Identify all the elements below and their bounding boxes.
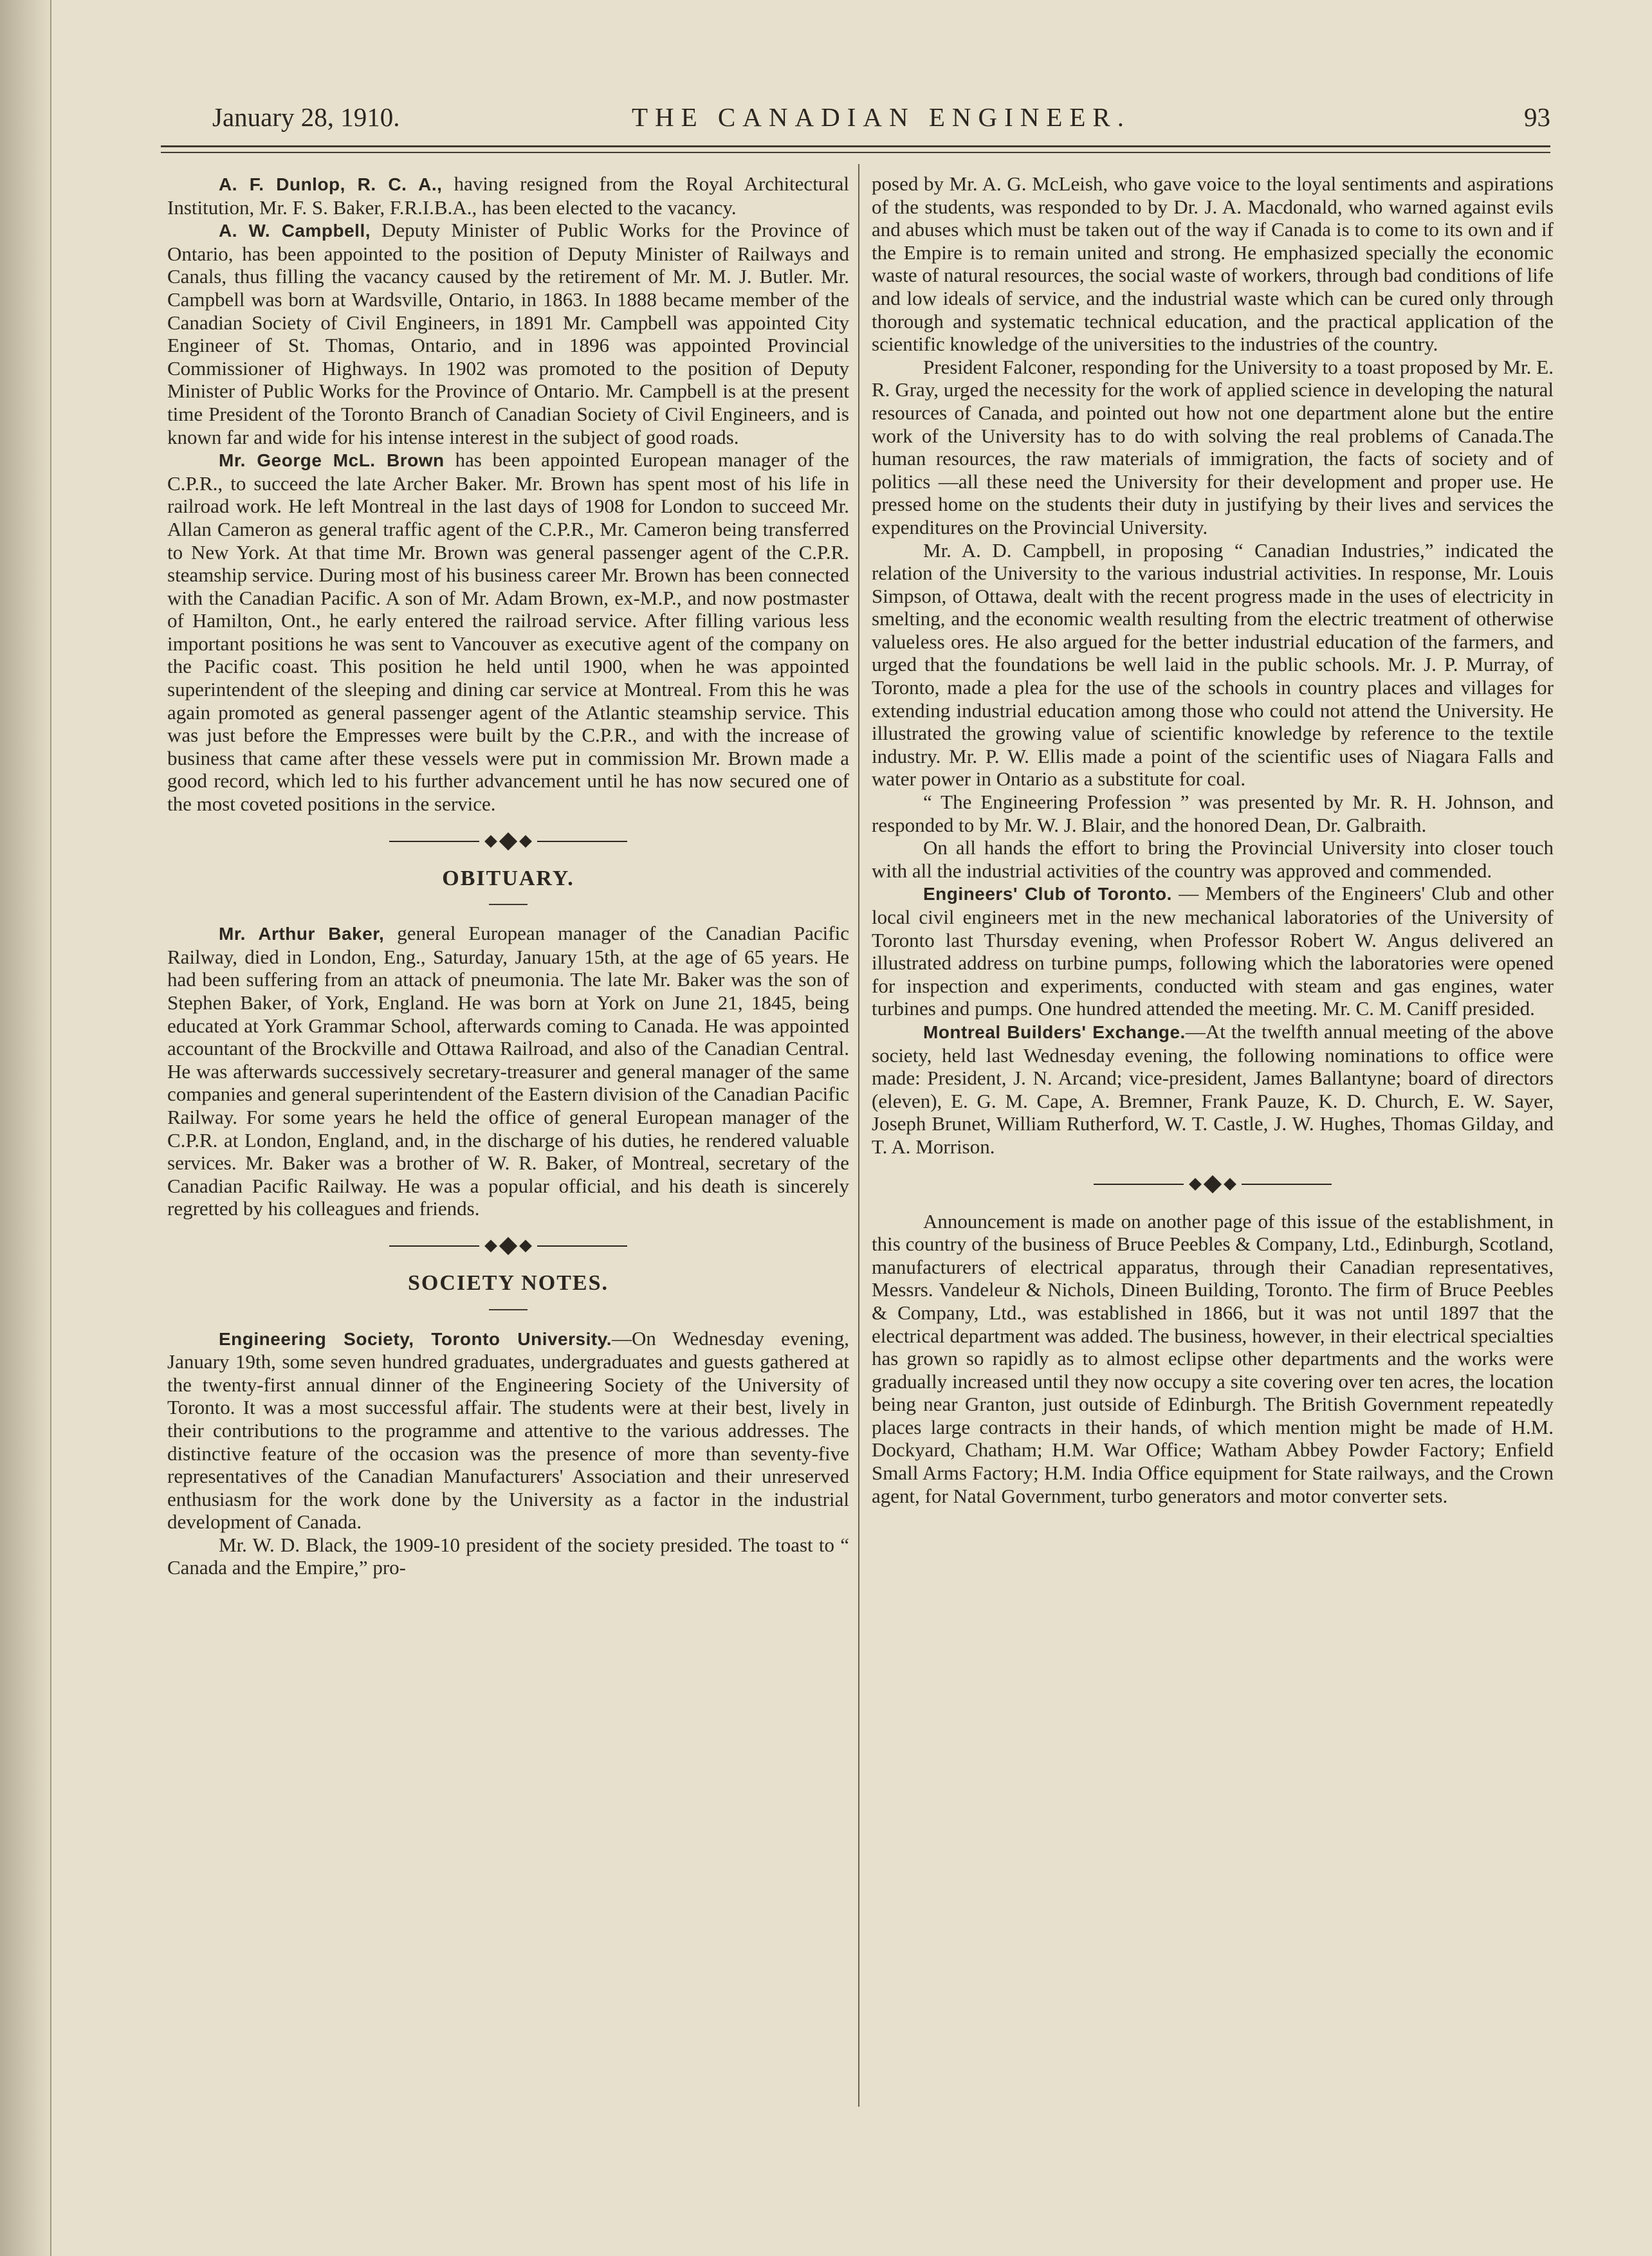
heading-rule — [489, 1309, 528, 1310]
issue-date: January 28, 1910. — [212, 102, 400, 132]
paragraph-heading: Engineers' Club of Toronto. — [923, 884, 1172, 904]
binding-line — [50, 0, 51, 2256]
paragraph-text: Deputy Minister of Public Works for the Province of Ontario, has been appointed to the position of Deputy Minister of Railways and Canals, thus filling the vacancy caused by the retirement of Mr. M. J. Butler. Mr. Campbell was born at Wardsville, Ontario, in 1863. In 1888 became member of the Canadian Society of Civil Engineers, in 1891 Mr. Campbell was appointed City Engineer of St. Thomas, Ontario, and in 1896 was appointed Provincial Commissioner of Highways. In 1902 was promoted to the position of Deputy Minister of Public Works for the Province of Ontario. Mr. Campbell is at the present time President of the Toronto Branch of Canadian Society of Civil Engineers, and is known far and wide for his intense interest in the subject of good roads. — [167, 219, 850, 448]
society-note-engineering-society — [167, 1327, 849, 1534]
header-rule-thin — [161, 152, 1550, 153]
running-head — [212, 102, 1550, 140]
paragraph-text: general European manager of the Canadian Pacific Railway, died in London, Eng., Saturday, January 15th, at the age of 65 years. He had been suffering from an attack of pneumonia. The late Mr. Baker was the son of Stephen Baker, of York, England. He was born at York on June 21, 1845, being educated at York Grammar School, afterwards coming to Canada. He was appointed accountant of the Brockville and Ottawa Railroad, and also of the Canadian Central. He was afterwards successively secretary-treasurer and general manager of the same companies and general superintendent of the Eastern division of the Canadian Pacific Railway. For some years he held the office of general European manager of the C.P.R. at London, England, and, in the discharge of his duties, he rendered valuable services. Mr. Baker was a brother of W. R. Baker, of Montreal, secretary of the Canadian Pacific Railway. He was a popular official, and his death is sincerely regretted by his colleagues and friends. — [167, 922, 849, 1220]
page-number: 93 — [1524, 102, 1550, 132]
paragraph-heading: Mr. George McL. Brown — [219, 450, 445, 471]
announcement-bruce-peebles: Announcement is made on another page of this issue of the establishment, in this country of the business of Bruce Peebles & Company, Ltd., Edinburgh, Scotland, manufacturers of electrical apparatus, through their Canadian representatives, Messrs. Vandeleur & Nichols, Dineen Building, Toronto. The firm of Bruce Peebles & Company, Ltd., was established in 1866, but it was not until 1897 that the electrical department was added. The business, however, in their electrical specialties has grown so rapidly as to almost eclipse other departments and the works were gradually increased until they now occupy a site covering over ten acres, the location being near Granton, just outside of Edinburgh. The British Government repeatedly places large contracts in their hands, of which mention might be made of H.M. Dockyard, Chatham; H.M. War Office; Watham Abbey Powder Factory; Enfield Small Arms Factory; H.M. India Office equipment for State railways, and the Crown agent, for Natal Government, turbo generators and motor converter sets. — [872, 1209, 1554, 1507]
paragraph-heading: A. F. Dunlop, R. C. A., — [219, 174, 443, 194]
society-notes-heading: SOCIETY NOTES. — [407, 1270, 609, 1295]
personal-note-dunlop — [167, 172, 849, 219]
paragraph-text: — Members of the Engineers' Club and other local civil engineers met in the new mechanical laboratories of the University of Toronto last Thursday evening, when Professor Robert W. Angus delivered an illustrated address on turbine pumps, following which the laboratories were opened for inspection and experiments, conducted with steam and gas engines, water turbines and pumps. One hundred attended the meeting. Mr. C. M. Caniff presided. — [872, 882, 1554, 1020]
continued-paragraph: posed by Mr. A. G. McLeish, who gave voice to the loyal sentiments and aspirations of the students, was responded to by Dr. J. A. Macdonald, who warned against evils and abuses which must be taken out of the way if Canada is to come to its own and if the Empire is to remain united and strong. He emphasized specially the economic waste of natural resources, the social waste of workers, through bad conditions of life and low ideals of service, and the industrial waste which can be cured only through thorough and systematic technical education, and the practical application of the scientific knowledge of the universities to the industries of the country. — [872, 172, 1554, 356]
left-column — [167, 172, 849, 1579]
magazine-page — [161, 0, 1554, 2256]
paragraph-falconer: President Falconer, responding for the University to a toast proposed by Mr. E. R. Gray, urged the necessity for the work of applied science in developing the natural resources of Canada, and pointed out how not one department alone but the entire work of the University has to do with solving the real problems of Canada.The human resources, the raw materials of immigration, the facts of society and of politics —all these need the University for their development and proper use. He pressed home on the students their duty in justifying by their lives and services the expenditures on the Provincial University. — [872, 355, 1554, 538]
paragraph-heading: Engineering Society, Toronto University. — [219, 1328, 612, 1349]
section-ornament — [167, 835, 849, 848]
paragraph-text: has been appointed European manager of the C.P.R., to succeed the late Archer Baker. Mr. Brown has spent most of his life in railroad work. He left Montreal in the last days of 1908 for London to succeed Mr. Allan Cameron as general traffic agent of the C.P.R., Mr. Cameron being transferred to New York. At that time Mr. Brown was general passenger agent of the C.P.R. steamship service. During most of his business career Mr. Brown has been connected with the Canadian Pacific. A son of Mr. Adam Brown, ex-M.P., and now postmaster of Hamilton, Ont., he early entered the railroad service. After filling various less important positions he was sent to Vancouver as executive agent of the company on the Pacific coast. This position he held until 1900, when he was appointed superintendent of the sleeping and dining car service at Montreal. From this he was again promoted as general passenger agent of the Atlantic steamship service. This was just before the Empresses were built by the C.P.R., and with the increase of business that came after these vessels were put in commission Mr. Brown made a good record, which led to his further advancement until he has now secured one of the most coveted positions in the service. — [167, 448, 850, 816]
header-rule — [161, 145, 1550, 147]
page-binding-edge — [0, 0, 50, 2256]
paragraph-heading: Montreal Builders' Exchange. — [923, 1022, 1186, 1042]
column-divider — [858, 164, 859, 2107]
section-ornament — [872, 1178, 1554, 1191]
society-note-engineers-club — [872, 882, 1554, 1020]
paragraph-text: —At the twelfth annual meeting of the above society, held last Wednesday evening, the following nominations to office were made: President, J. N. Arcand; vice-president, James Ballantyne; board of directors (eleven), E. G. M. Cape, A. Bremner, Frank Pauze, K. D. Church, E. W. Sayer, Joseph Brunet, William Rutherford, W. T. Castle, J. W. Hughes, Thomas Gilday, and T. A. Morrison. — [872, 1020, 1554, 1158]
paragraph-industries: Mr. A. D. Campbell, in proposing “ Canadian Industries,” indicated the relation of the University to the various industrial activities. In response, Mr. Louis Simpson, of Ottawa, dealt with the recent progress made in the uses of electricity in smelting, and the economic wealth resulting from the electric treatment of otherwise valueless ores. He also argued for the better industrial education of the farmers, and urged that the foundations be well laid in the public schools. Mr. J. P. Murray, of Toronto, made a plea for the use of the schools in country places and villages for extending industrial education among those who could not attend the University. He illustrated the growing value of scientific knowledge by reference to the textile industry. Mr. P. W. Ellis made a point of the scientific uses of Niagara Falls and water power in Ontario as a substitute for coal. — [872, 538, 1554, 791]
obituary-baker — [167, 922, 849, 1220]
paragraph-heading: A. W. Campbell, — [219, 221, 371, 241]
society-note-builders-exchange — [872, 1020, 1554, 1159]
paragraph-text: having resigned from the Royal Architectural Institution, Mr. F. S. Baker, F.R.I.B.A., has been elected to the vacancy. — [167, 172, 850, 219]
obituary-heading: OBITUARY. — [442, 866, 574, 890]
paragraph-text: —On Wednesday evening, January 19th, some seven hundred graduates, undergraduates and guests gathered at the twenty-first annual dinner of the Engineering Society of the University of Toronto. It was a most successful affair. The students were at their best, lively in their contributions to the programme and attentive to the various addresses. The distinctive feature of the occasion was the presence of more than seventy-five representatives of the Canadian Manufacturers' Association and their unreserved enthusiasm for the work done by the University as a factor in the industrial development of Canada. — [167, 1326, 850, 1534]
paragraph-profession-toast: “ The Engineering Profession ” was presented by Mr. R. H. Johnson, and responded to by Mr. W. J. Blair, and the honored Dean, Dr. Galbraith. — [872, 791, 1554, 836]
society-note-black: Mr. W. D. Black, the 1909-10 president of the society presided. The toast to “ Canada and the Empire,” pro- — [167, 1533, 849, 1579]
paragraph-closing: On all hands the effort to bring the Provincial University into closer touch with all the industrial activities of the country was approved and commended. — [872, 836, 1554, 882]
journal-title: THE CANADIAN ENGINEER. — [631, 102, 1132, 132]
personal-note-brown — [167, 448, 849, 816]
right-column — [872, 172, 1554, 1507]
section-ornament — [167, 1240, 849, 1252]
paragraph-heading: Mr. Arthur Baker, — [219, 924, 385, 944]
personal-note-campbell — [167, 219, 849, 448]
heading-rule — [489, 904, 528, 905]
